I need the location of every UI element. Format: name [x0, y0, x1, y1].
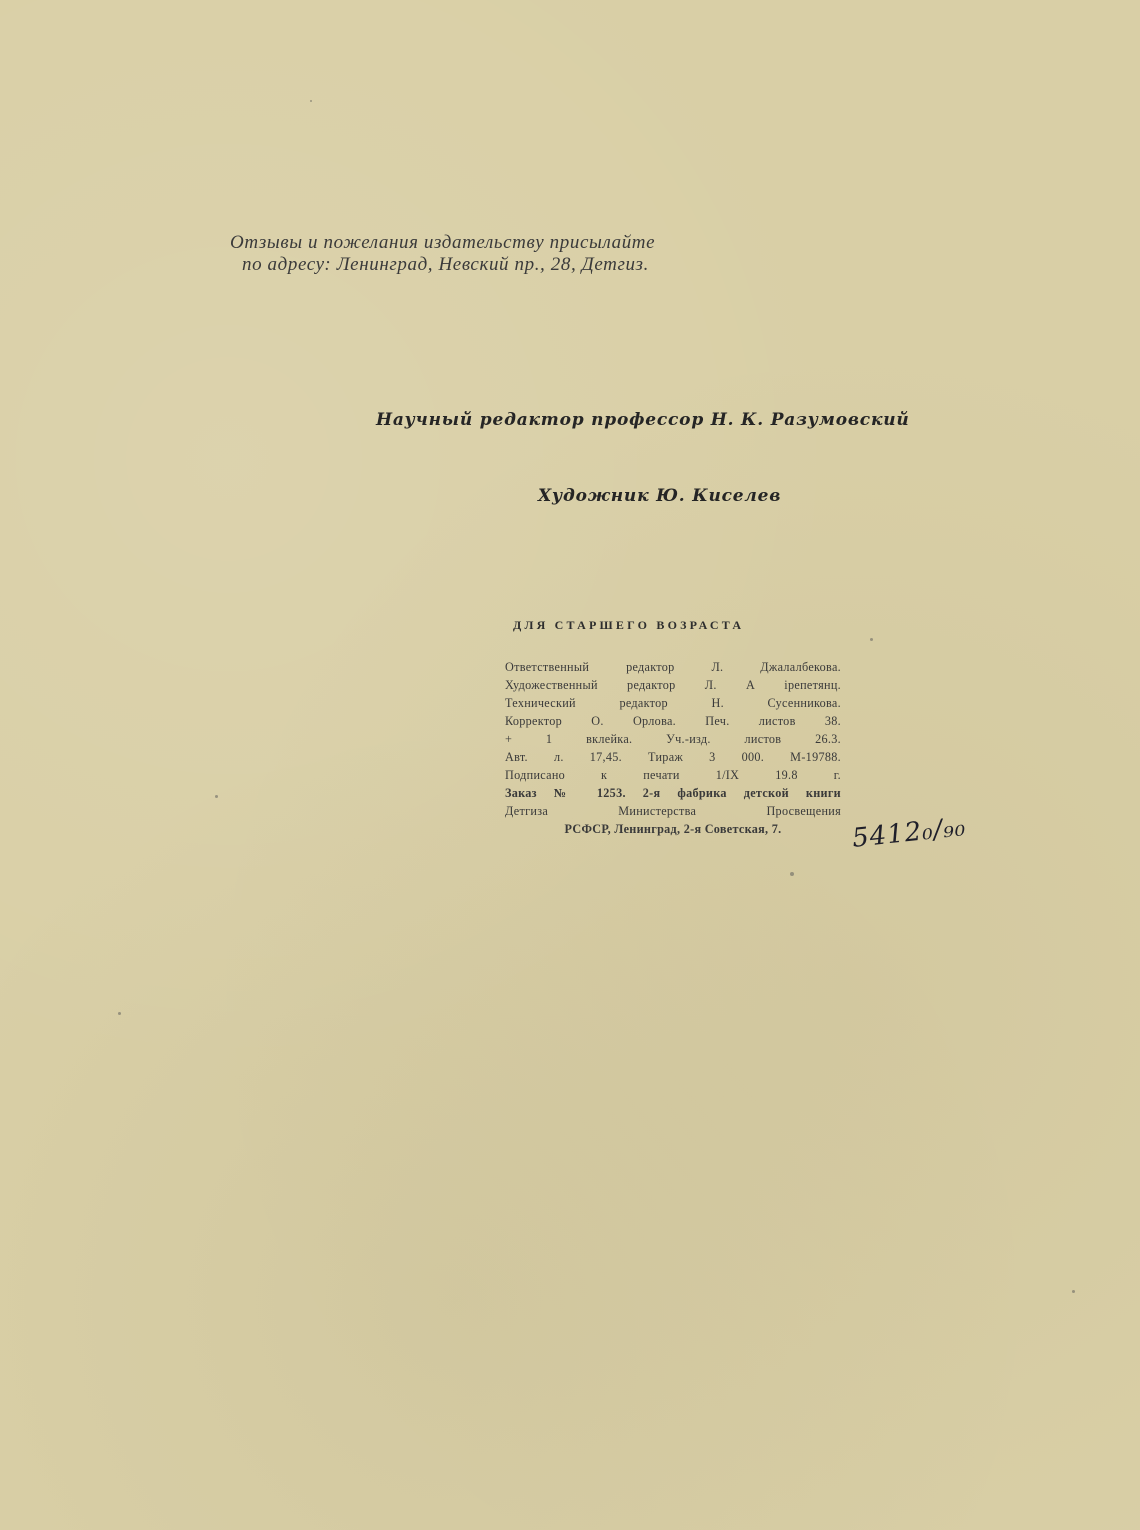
paper-speck	[790, 872, 794, 876]
paper-speck	[118, 1012, 121, 1015]
imprint-line: Художественный редактор Л. А ірепетянц.	[505, 678, 841, 692]
imprint-line: Корректор О. Орлова. Печ. листов 38.	[505, 714, 841, 728]
handwritten-inventory-number: 5412₀/₉₀	[850, 812, 968, 854]
paper-speck	[1072, 1290, 1075, 1293]
artist-credit: Художник Ю. Киселев	[538, 486, 782, 506]
age-group-label: ДЛЯ СТАРШЕГО ВОЗРАСТА	[513, 618, 745, 632]
paper-speck	[870, 638, 873, 641]
paper-speck	[310, 100, 312, 102]
imprint-line: РСФСР, Ленинград, 2-я Советская, 7.	[564, 822, 782, 836]
imprint-line: + 1 вклейка. Уч.-изд. листов 26.3.	[505, 732, 841, 746]
paper-speck	[215, 795, 218, 798]
imprint-line: Подписано к печати 1/IX 19.8 г.	[505, 768, 841, 782]
scientific-editor-credit: Научный редактор профессор Н. К. Разумовский	[376, 410, 910, 430]
imprint-line: Авт. л. 17,45. Тираж 3 000. М-19788.	[505, 750, 841, 764]
address-line-1: Отзывы и пожелания издательству присылайте	[230, 232, 656, 253]
imprint-line: Заказ № 1253. 2-я фабрика детской книги	[505, 786, 841, 800]
imprint-line: Ответственный редактор Л. Джалалбекова.	[505, 660, 841, 674]
imprint-block	[505, 658, 841, 838]
imprint-line: Технический редактор Н. Сусенникова.	[505, 696, 841, 710]
imprint-line: Детгиза Министерства Просвещения	[505, 804, 841, 818]
address-line-2: по адресу: Ленинград, Невский пр., 28, Детгиз.	[242, 254, 649, 275]
publisher-address-note	[230, 232, 750, 276]
